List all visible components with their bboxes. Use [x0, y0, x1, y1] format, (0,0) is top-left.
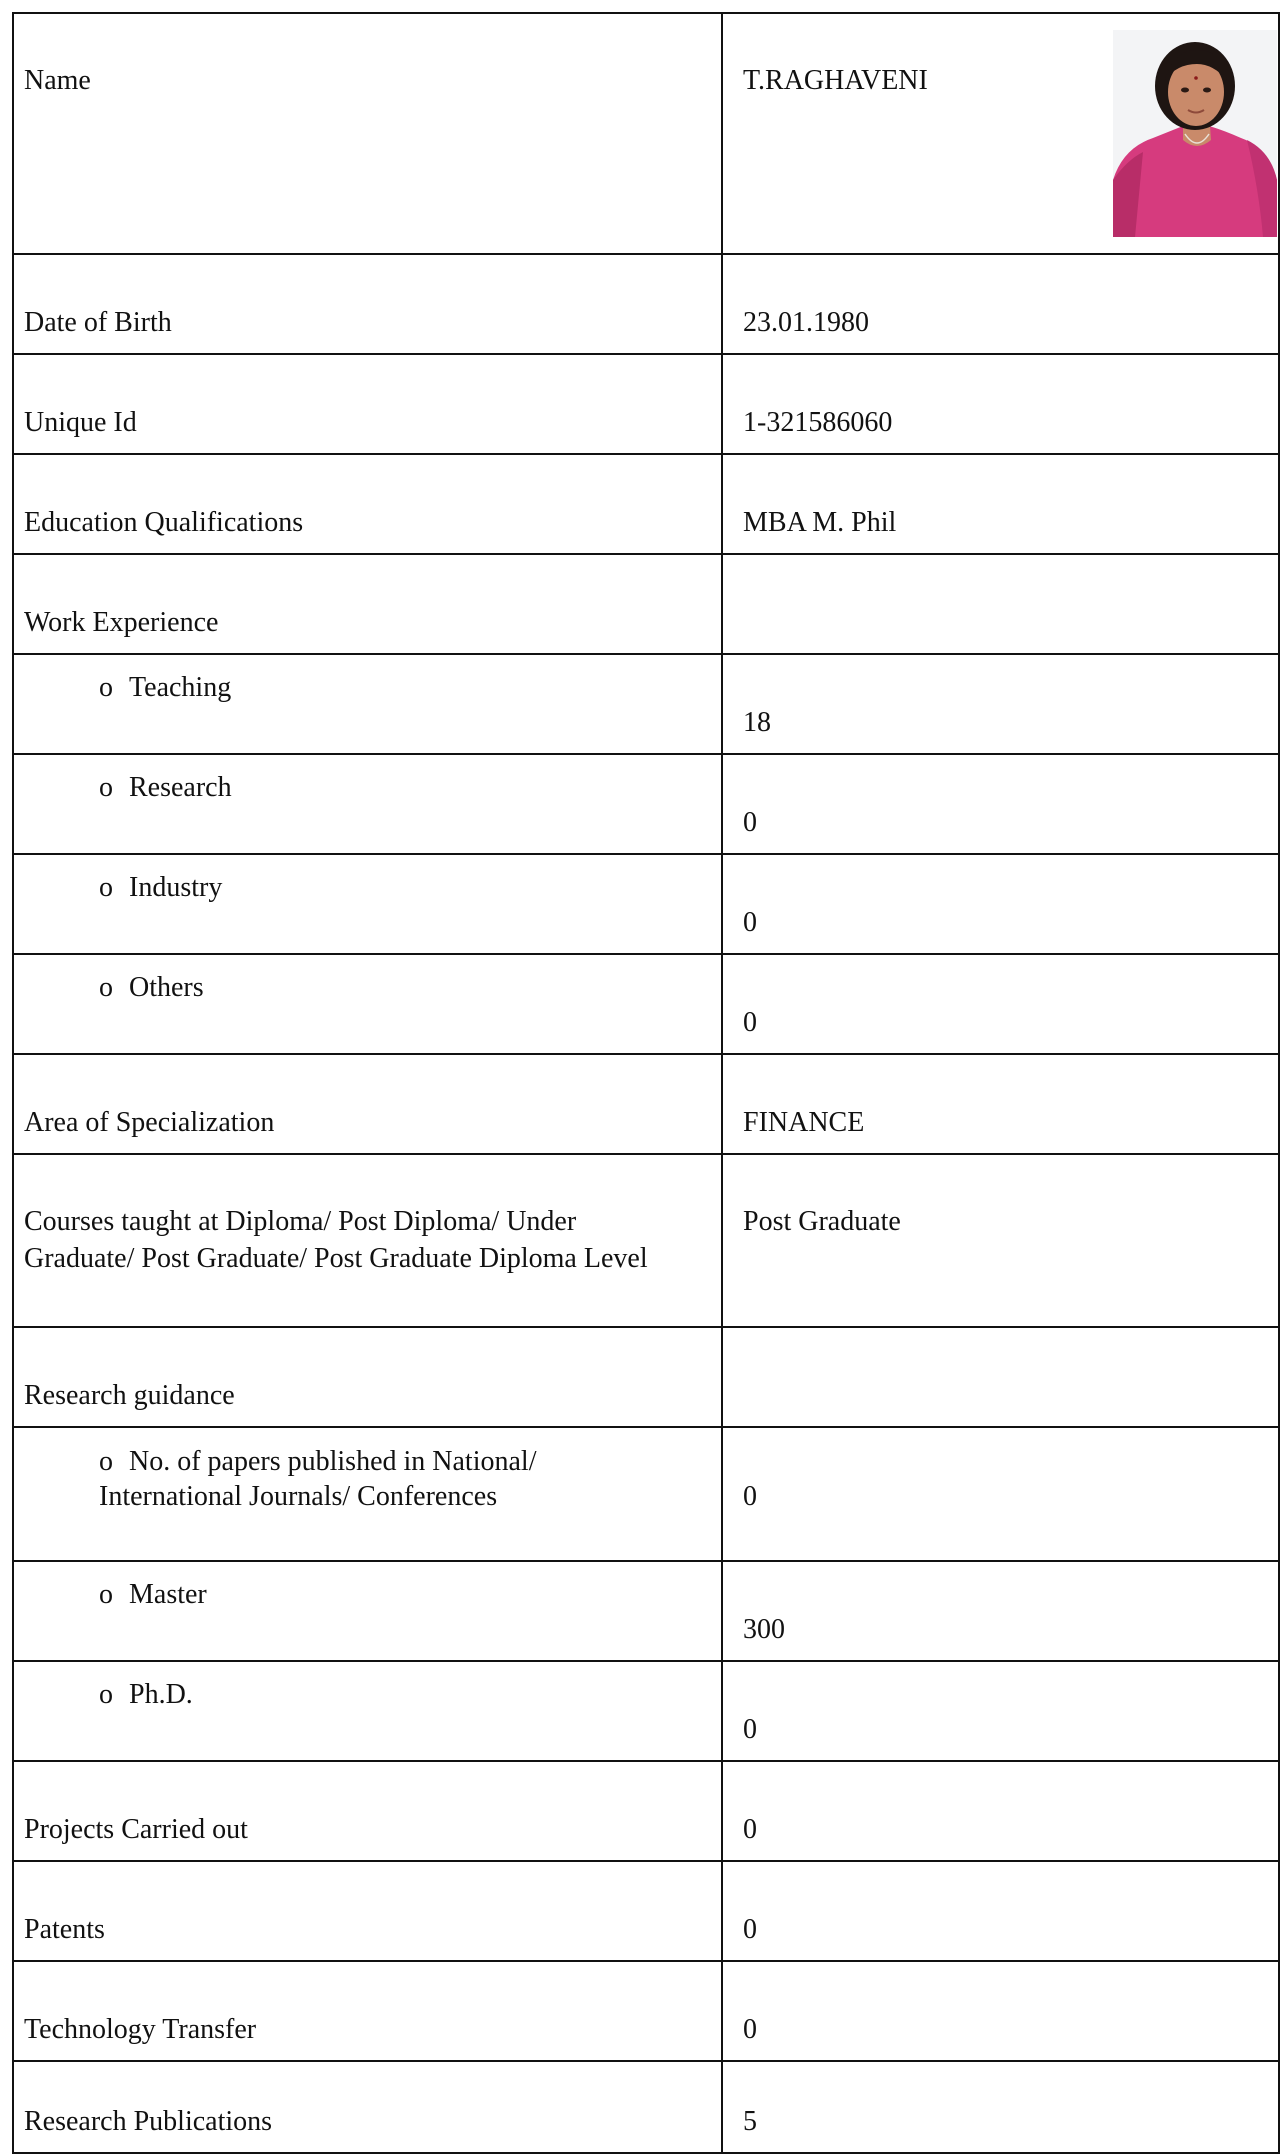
- row-value: 0: [722, 1861, 1279, 1961]
- bullet-marker: o: [99, 772, 113, 803]
- row-label: o Master: [13, 1561, 722, 1661]
- row-value: MBA M. Phil: [722, 454, 1279, 554]
- bullet-marker: o: [99, 872, 113, 903]
- row-label: Patents: [13, 1861, 722, 1961]
- table-row-name: [13, 13, 1279, 254]
- row-value: 0: [722, 1661, 1279, 1761]
- row-value: 5: [722, 2061, 1279, 2153]
- table-row-specialization: [13, 1054, 1279, 1154]
- table-row-patents: [13, 1861, 1279, 1961]
- row-value: [722, 1327, 1279, 1427]
- row-value: 0: [722, 1761, 1279, 1861]
- row-label: Name: [13, 13, 722, 254]
- bullet-marker: o: [99, 672, 113, 703]
- row-label: Education Qualifications: [13, 454, 722, 554]
- row-value: 23.01.1980: [722, 254, 1279, 354]
- row-label: o Research: [13, 754, 722, 854]
- row-value: 0: [722, 954, 1279, 1054]
- row-label: o Teaching: [13, 654, 722, 754]
- table-row-phd: [13, 1661, 1279, 1761]
- bullet-marker: o: [99, 1679, 113, 1710]
- portrait-image: [1113, 30, 1277, 237]
- row-value: 0: [722, 854, 1279, 954]
- table-row-courses-taught: [13, 1154, 1279, 1327]
- profile-photo: [1113, 30, 1277, 237]
- table-row-teaching: [13, 654, 1279, 754]
- row-value: 0: [722, 1427, 1279, 1561]
- row-value: 0: [722, 1961, 1279, 2061]
- row-value: 300: [722, 1561, 1279, 1661]
- table-row-industry: [13, 854, 1279, 954]
- table-row-papers-published: [13, 1427, 1279, 1561]
- table-row-work-experience: [13, 554, 1279, 654]
- row-value: 18: [722, 654, 1279, 754]
- table-row-others: [13, 954, 1279, 1054]
- table-row-education: [13, 454, 1279, 554]
- row-value: T.RAGHAVENI: [722, 13, 1279, 254]
- row-label: o No. of papers published in National/ International Journals/ Conferences: [13, 1427, 722, 1561]
- row-value: 0: [722, 754, 1279, 854]
- row-value: 1-321586060: [722, 354, 1279, 454]
- row-label: Unique Id: [13, 354, 722, 454]
- table-row-research-publications: [13, 2061, 1279, 2153]
- profile-table: [12, 12, 1280, 2154]
- table-row-technology-transfer: [13, 1961, 1279, 2061]
- table-row-research: [13, 754, 1279, 854]
- row-label: o Ph.D.: [13, 1661, 722, 1761]
- table-row-unique-id: [13, 354, 1279, 454]
- row-label: Research Publications: [13, 2061, 722, 2153]
- row-label: o Industry: [13, 854, 722, 954]
- row-label: o Others: [13, 954, 722, 1054]
- row-label: Research guidance: [13, 1327, 722, 1427]
- row-value: [722, 554, 1279, 654]
- table-row-research-guidance: [13, 1327, 1279, 1427]
- row-label: Work Experience: [13, 554, 722, 654]
- table-row-projects: [13, 1761, 1279, 1861]
- bullet-marker: o: [99, 1446, 113, 1477]
- row-label: Technology Transfer: [13, 1961, 722, 2061]
- row-value: Post Graduate: [722, 1154, 1279, 1327]
- row-label: Projects Carried out: [13, 1761, 722, 1861]
- row-value: FINANCE: [722, 1054, 1279, 1154]
- row-label: Area of Specialization: [13, 1054, 722, 1154]
- table-row-master: [13, 1561, 1279, 1661]
- row-label: Courses taught at Diploma/ Post Diploma/ Under Graduate/ Post Graduate/ Post Graduate Diploma Level: [13, 1154, 722, 1327]
- bullet-marker: o: [99, 1579, 113, 1610]
- table-row-date-of-birth: [13, 254, 1279, 354]
- bullet-marker: o: [99, 972, 113, 1003]
- row-label: Date of Birth: [13, 254, 722, 354]
